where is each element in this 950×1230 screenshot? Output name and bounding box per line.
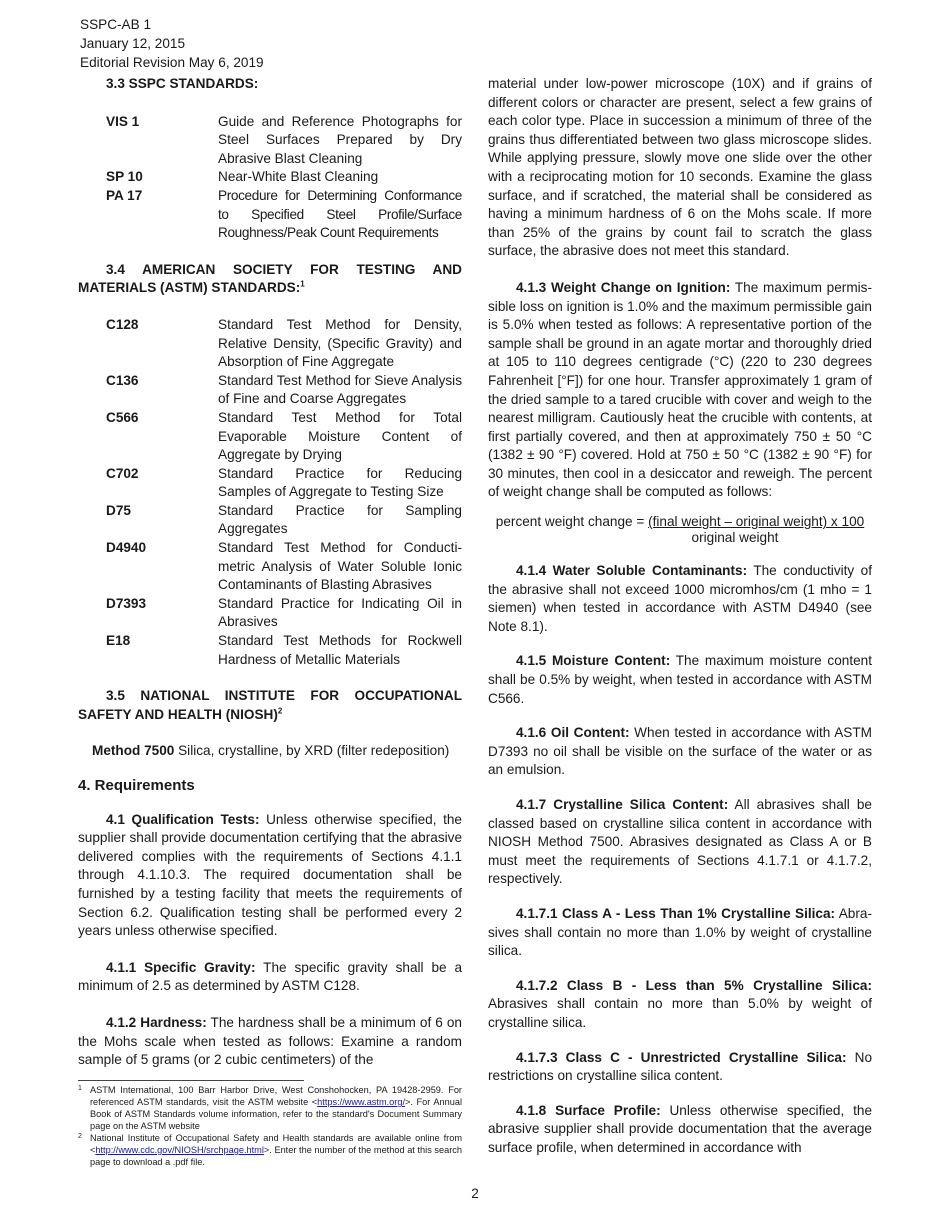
- section-4-1-7: 4.1.7 Crystalline Silica Content: All abrasives shall be classed based on crystalline silica content in accordance with NIOSH Method 7500. Abrasives designated as Class A or B must meet the requirements of Sections 4.1.7.1 or 4.1.7.2, respectively.: [488, 797, 872, 887]
- standard-row: [78, 372, 462, 409]
- standard-code: D75: [106, 502, 131, 518]
- section-4-1-3: 4.1.3 Weight Change on Ignition: The maximum permis-sible loss on ignition is 1.0% and the maximum permissible gain is 5.0% when tested as follows: A representative portion of the sample shall be ground in an agate mortar and thoroughly dried at 105 to 110 degrees centigrade (°C) (220 to 230 degrees Fahrenheit [°F]) for one hour. Transfer approximately 1 gram of the dried sample to a tared crucible with cover and weigh to the nearest milligram. Cautiously heat the crucible with contents, at first partially covered, and then at approximately 750 ± 50 °C (1382 ± 90 °F) covered. Hold at 750 ± 50 °C (1382 ± 90 °F) for 30 minutes, then cool in a desiccator and reweigh. The percent of weight change shall be computed as follows:: [488, 279, 872, 500]
- right-column: [488, 75, 872, 1158]
- standard-desc: Standard Test Method for Sieve Analysis of Fine and Coarse Aggregates: [218, 372, 462, 407]
- standard-row: [78, 187, 462, 243]
- standard-row: [78, 316, 462, 372]
- standard-code: C128: [106, 316, 139, 332]
- standard-code: VIS 1: [106, 113, 140, 129]
- section-4-1-6: 4.1.6 Oil Content: When tested in accordance with ASTM D7393 no oil shall be visible on the surface of the water or as an emulsion.: [488, 725, 872, 778]
- standard-code: E18: [106, 633, 131, 649]
- standard-desc: Standard Practice for Indicating Oil in Abrasives: [218, 595, 462, 630]
- standard-code: C566: [106, 409, 139, 425]
- standard-row: [78, 113, 462, 169]
- footnote-2: 2 National Institute of Occupational Safety and Health standards are available online from <http://www.cdc.gov/NIOSH/srchpage.html>. Enter the number of the method at this search page to download a .pdf file.: [78, 1133, 462, 1167]
- standard-code: D4940: [106, 540, 147, 556]
- standard-desc: Procedure for Determining Conformance to Specified Steel Profile/Surface Roughness/Peak Count Requirements: [218, 187, 462, 241]
- footnote-ref: 2: [277, 706, 283, 716]
- doc-id: SSPC-AB 1: [80, 17, 152, 32]
- section-4-1-1: 4.1.1 Specific Gravity: The specific gravity shall be a minimum of 2.5 as determined by ASTM C128.: [78, 959, 463, 994]
- formula-denominator: original weight: [691, 530, 779, 546]
- standard-row: [78, 465, 462, 502]
- section-4-1-8: 4.1.8 Surface Profile: Unless otherwise specified, the abrasive supplier shall provide documentation that the average surface profile, when determined in accordance with: [488, 1102, 873, 1155]
- standard-desc: Standard Test Method for Total Evaporable Moisture Content of Aggregate by Drying: [218, 409, 462, 463]
- standard-desc: Standard Test Method for Density, Relative Density, (Specific Gravity) and Absorption of Fine Aggregate: [218, 316, 462, 370]
- standard-row: [78, 502, 462, 539]
- standard-code: C702: [106, 465, 139, 481]
- standard-row: [78, 595, 462, 632]
- standard-desc: Standard Practice for Sampling Aggregates: [218, 502, 462, 537]
- astm-standards-list: [78, 316, 462, 669]
- astm-section-title: 3.4 AMERICAN SOCIETY FOR TESTING AND MATERIALS (ASTM) STANDARDS:$^1$: [78, 261, 462, 296]
- standard-code: SP 10: [106, 169, 143, 185]
- footnote-divider: [78, 1080, 304, 1081]
- standard-row: [78, 539, 462, 595]
- weight-change-formula: percent weight change = (final weight – original weight) x 100 original weight: [488, 514, 872, 546]
- left-column: [78, 75, 462, 1070]
- standard-desc: Standard Test Methods for Rockwell Hardness of Metallic Materials: [218, 633, 462, 667]
- niosh-link[interactable]: http://www.cdc.gov/NIOSH/srchpage.html: [95, 1145, 264, 1155]
- section-4-1-7-1: 4.1.7.1 Class A - Less Than 1% Crystalline Silica: Abra-sives shall contain no more than 1.0% by weight of crystalline silica.: [488, 905, 872, 959]
- formula-numerator: (final weight – original weight) x 100: [648, 514, 865, 530]
- section-4-1-2-continued: material under low-power microscope (10X) and if grains of different colors or character are present, select a few grains of each color type. Place in succession a minimum of three of the grains thus differentiated between two glass microscope slides. While applying pressure, slowly move one slide over the other with a reciprocating motion for 10 seconds. Examine the glass surface, and if scratched, the material shall be considered as having a minimum hardness of 6 on the Mohs scale. If more than 25% of the grains by count fail to scratch the glass surface, the abrasive does not meet this standard.: [488, 76, 872, 259]
- sspc-section-title: 3.3 SSPC STANDARDS:: [106, 76, 259, 91]
- requirements-heading: 4. Requirements: [78, 777, 195, 794]
- standard-code: D7393: [106, 595, 147, 611]
- doc-date: January 12, 2015: [80, 36, 186, 51]
- niosh-method: Method 7500 Silica, crystalline, by XRD (filter redeposition): [92, 743, 450, 759]
- page-header: [80, 15, 264, 72]
- section-4-1: 4.1 Qualification Tests: Unless otherwise specified, the supplier shall provide documentation certifying that the abrasive delivered complies with the requirements of Sections 4.1.1 through 4.1.10.3. The required documentation shall be furnished by a testing facility that meets the requirements of Section 6.2. Qualification testing shall be performed every 2 years unless otherwise specified.: [78, 811, 462, 939]
- section-4-1-2: 4.1.2 Hardness: The hardness shall be a minimum of 6 on the Mohs scale when tested as follows: Examine a random sample of 5 grams (or 2 cubic centimeters) of the: [78, 1014, 462, 1068]
- standard-desc: Standard Test Method for Conducti-metric Analysis of Water Soluble Ionic Contaminants of Blasting Abrasives: [218, 540, 462, 593]
- footnote-1: 1 ASTM International, 100 Barr Harbor Drive, West Conshohocken, PA 19428-2959. For referenced ASTM standards, visit the ASTM website <https://www.astm.org/>. For Annual Book of ASTM Standards volume information, refer to the standard's Document Summary page on the ASTM website: [78, 1085, 462, 1131]
- standard-desc: Standard Practice for Reducing Samples of Aggregate to Testing Size: [218, 465, 462, 500]
- standard-row: [78, 632, 462, 669]
- standard-code: PA 17: [106, 187, 143, 203]
- standard-desc: Guide and Reference Photographs for Steel Surfaces Prepared by Dry Abrasive Blast Cleaning: [218, 113, 462, 166]
- page-number: 2: [471, 1186, 479, 1201]
- section-4-1-7-2: 4.1.7.2 Class B - Less than 5% Crystalline Silica: Abrasives shall contain no more than 5.0% by weight of crystalline silica.: [488, 977, 872, 1030]
- section-4-1-4: 4.1.4 Water Soluble Contaminants: The conductivity of the abrasive shall not exceed 1000 micromhos/cm (1 mho = 1 siemen) when tested in accordance with ASTM D4940 (see Note 8.1).: [488, 563, 873, 634]
- standard-code: C136: [106, 372, 139, 388]
- niosh-section-title: 3.5 NATIONAL INSTITUTE FOR OCCUPATIONAL SAFETY AND HEALTH (NIOSH)$^2$: [78, 688, 462, 722]
- footnote-ref: 1: [300, 279, 305, 289]
- section-4-1-7-3: 4.1.7.3 Class C - Unrestricted Crystalline Silica: No restrictions on crystalline silica content.: [488, 1049, 873, 1084]
- sspc-standards-list: [78, 113, 462, 243]
- astm-link[interactable]: https://www.astm.org/: [317, 1097, 405, 1107]
- doc-revision: Editorial Revision May 6, 2019: [80, 55, 264, 70]
- standard-row: [78, 168, 462, 187]
- footnotes: [78, 1084, 462, 1168]
- standard-desc: Near-White Blast Cleaning: [218, 169, 379, 185]
- section-4-1-5: 4.1.5 Moisture Content: The maximum moisture content shall be 0.5% by weight, when tested in accordance with ASTM C566.: [488, 653, 872, 706]
- standard-row: [78, 409, 462, 465]
